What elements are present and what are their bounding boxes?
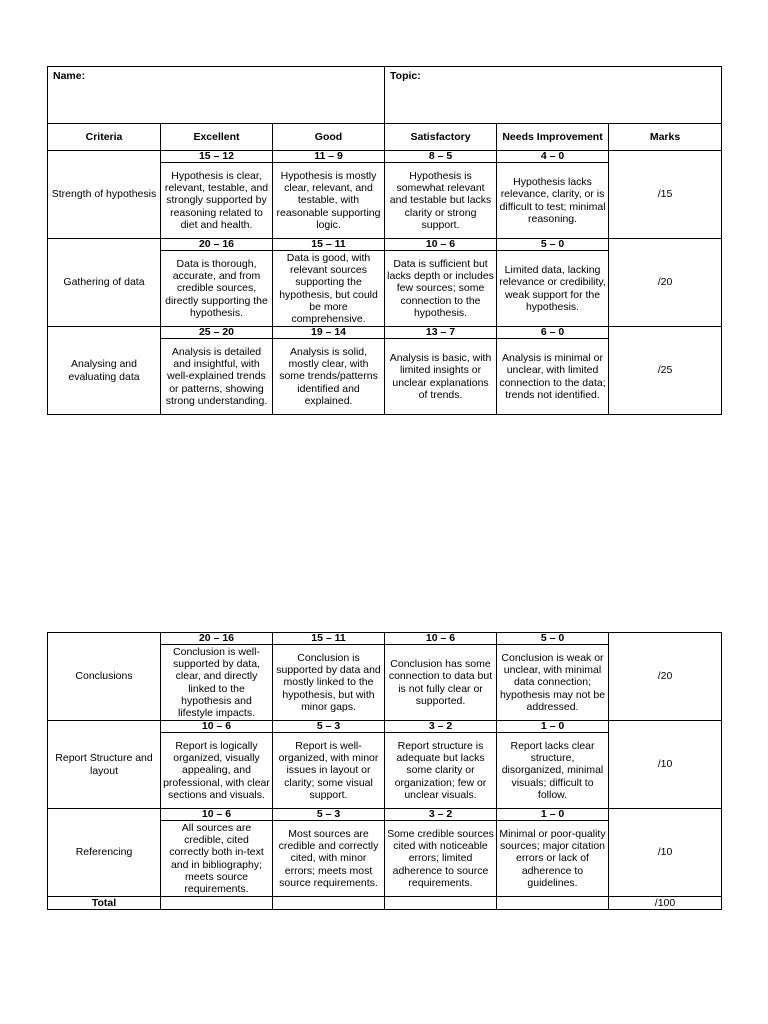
description-cell: Report structure is adequate but lacks some clarity or organization; few or unclear visuals. bbox=[385, 733, 497, 809]
description-cell: Conclusion is well-supported by data, clear, and directly linked to the hypothesis and lifestyle impacts. bbox=[161, 645, 273, 721]
score-range: 5 – 3 bbox=[273, 809, 385, 821]
score-range: 1 – 0 bbox=[497, 809, 609, 821]
criteria-referencing: Referencing bbox=[48, 809, 161, 897]
score-range: 10 – 6 bbox=[161, 721, 273, 733]
score-range: 20 – 16 bbox=[161, 633, 273, 645]
score-range: 10 – 6 bbox=[161, 809, 273, 821]
description-cell: Hypothesis is mostly clear, relevant, and testable, with reasonable supporting logic. bbox=[273, 163, 385, 239]
marks-cell: /25 bbox=[609, 327, 722, 415]
score-range: 4 – 0 bbox=[497, 151, 609, 163]
score-row bbox=[48, 239, 722, 251]
topic-field-label: Topic: bbox=[385, 67, 722, 124]
description-cell: Conclusion is weak or unclear, with minimal data connection; hypothesis may not be addressed. bbox=[497, 645, 609, 721]
description-cell: All sources are credible, cited correctly both in-text and in bibliography; meets source requirements. bbox=[161, 821, 273, 897]
total-empty-cell bbox=[497, 897, 609, 910]
description-cell: Data is good, with relevant sources supporting the hypothesis, but could be more comprehensive. bbox=[273, 251, 385, 327]
description-cell: Hypothesis is somewhat relevant and testable but lacks clarity or strong support. bbox=[385, 163, 497, 239]
description-cell: Some credible sources cited with noticeable errors; limited adherence to source requirements. bbox=[385, 821, 497, 897]
column-header-row bbox=[48, 124, 722, 151]
description-cell: Hypothesis lacks relevance, clarity, or is difficult to test; minimal reasoning. bbox=[497, 163, 609, 239]
description-cell: Conclusion is supported by data and mostly linked to the hypothesis, but with minor gaps. bbox=[273, 645, 385, 721]
score-range: 15 – 12 bbox=[161, 151, 273, 163]
score-range: 5 – 0 bbox=[497, 633, 609, 645]
score-row bbox=[48, 721, 722, 733]
criteria-analysing-evaluating-data: Analysing and evaluating data bbox=[48, 327, 161, 415]
total-empty-cell bbox=[273, 897, 385, 910]
description-cell: Minimal or poor-quality sources; major citation errors or lack of adherence to guidelines. bbox=[497, 821, 609, 897]
score-row bbox=[48, 327, 722, 339]
marks-cell: /10 bbox=[609, 721, 722, 809]
score-range: 20 – 16 bbox=[161, 239, 273, 251]
total-marks: /100 bbox=[609, 897, 722, 910]
name-field-label: Name: bbox=[48, 67, 385, 124]
description-cell: Analysis is minimal or unclear, with limited connection to the data; trends not identified. bbox=[497, 339, 609, 415]
col-header-marks: Marks bbox=[609, 124, 722, 151]
marks-cell: /20 bbox=[609, 633, 722, 721]
score-range: 10 – 6 bbox=[385, 239, 497, 251]
score-range: 19 – 14 bbox=[273, 327, 385, 339]
marks-cell: /20 bbox=[609, 239, 722, 327]
col-header-good: Good bbox=[273, 124, 385, 151]
description-cell: Analysis is basic, with limited insights or unclear explanations of trends. bbox=[385, 339, 497, 415]
criteria-strength-of-hypothesis: Strength of hypothesis bbox=[48, 151, 161, 239]
total-row bbox=[48, 897, 722, 910]
description-cell: Report lacks clear structure, disorganized, minimal visuals; difficult to follow. bbox=[497, 733, 609, 809]
marks-cell: /10 bbox=[609, 809, 722, 897]
description-cell: Report is logically organized, visually appealing, and professional, with clear sections and visuals. bbox=[161, 733, 273, 809]
score-row bbox=[48, 151, 722, 163]
description-cell: Limited data, lacking relevance or credibility, weak support for the hypothesis. bbox=[497, 251, 609, 327]
description-cell: Data is sufficient but lacks depth or includes few sources; some connection to the hypothesis. bbox=[385, 251, 497, 327]
criteria-conclusions: Conclusions bbox=[48, 633, 161, 721]
description-cell: Most sources are credible and correctly cited, with minor errors; meets most source requirements. bbox=[273, 821, 385, 897]
score-range: 15 – 11 bbox=[273, 239, 385, 251]
col-header-needs-improvement: Needs Improvement bbox=[497, 124, 609, 151]
score-range: 10 – 6 bbox=[385, 633, 497, 645]
rubric-table-top bbox=[47, 66, 722, 415]
description-cell: Report is well-organized, with minor issues in layout or clarity; some visual support. bbox=[273, 733, 385, 809]
total-empty-cell bbox=[385, 897, 497, 910]
description-cell: Analysis is detailed and insightful, with well-explained trends or patterns, showing strong understanding. bbox=[161, 339, 273, 415]
score-range: 8 – 5 bbox=[385, 151, 497, 163]
description-cell: Analysis is solid, mostly clear, with some trends/patterns identified and explained. bbox=[273, 339, 385, 415]
description-cell: Data is thorough, accurate, and from credible sources, directly supporting the hypothesis. bbox=[161, 251, 273, 327]
col-header-satisfactory: Satisfactory bbox=[385, 124, 497, 151]
description-cell: Hypothesis is clear, relevant, testable, and strongly supported by reasoning related to diet and health. bbox=[161, 163, 273, 239]
criteria-report-structure: Report Structure and layout bbox=[48, 721, 161, 809]
score-range: 25 – 20 bbox=[161, 327, 273, 339]
score-range: 1 – 0 bbox=[497, 721, 609, 733]
description-cell: Conclusion has some connection to data but is not fully clear or supported. bbox=[385, 645, 497, 721]
criteria-gathering-of-data: Gathering of data bbox=[48, 239, 161, 327]
score-range: 3 – 2 bbox=[385, 809, 497, 821]
col-header-criteria: Criteria bbox=[48, 124, 161, 151]
score-range: 13 – 7 bbox=[385, 327, 497, 339]
score-row bbox=[48, 633, 722, 645]
rubric-table-bottom bbox=[47, 632, 722, 910]
col-header-excellent: Excellent bbox=[161, 124, 273, 151]
score-range: 6 – 0 bbox=[497, 327, 609, 339]
score-range: 11 – 9 bbox=[273, 151, 385, 163]
score-range: 5 – 3 bbox=[273, 721, 385, 733]
score-row bbox=[48, 809, 722, 821]
score-range: 3 – 2 bbox=[385, 721, 497, 733]
score-range: 15 – 11 bbox=[273, 633, 385, 645]
total-label: Total bbox=[48, 897, 161, 910]
score-range: 5 – 0 bbox=[497, 239, 609, 251]
total-empty-cell bbox=[161, 897, 273, 910]
marks-cell: /15 bbox=[609, 151, 722, 239]
